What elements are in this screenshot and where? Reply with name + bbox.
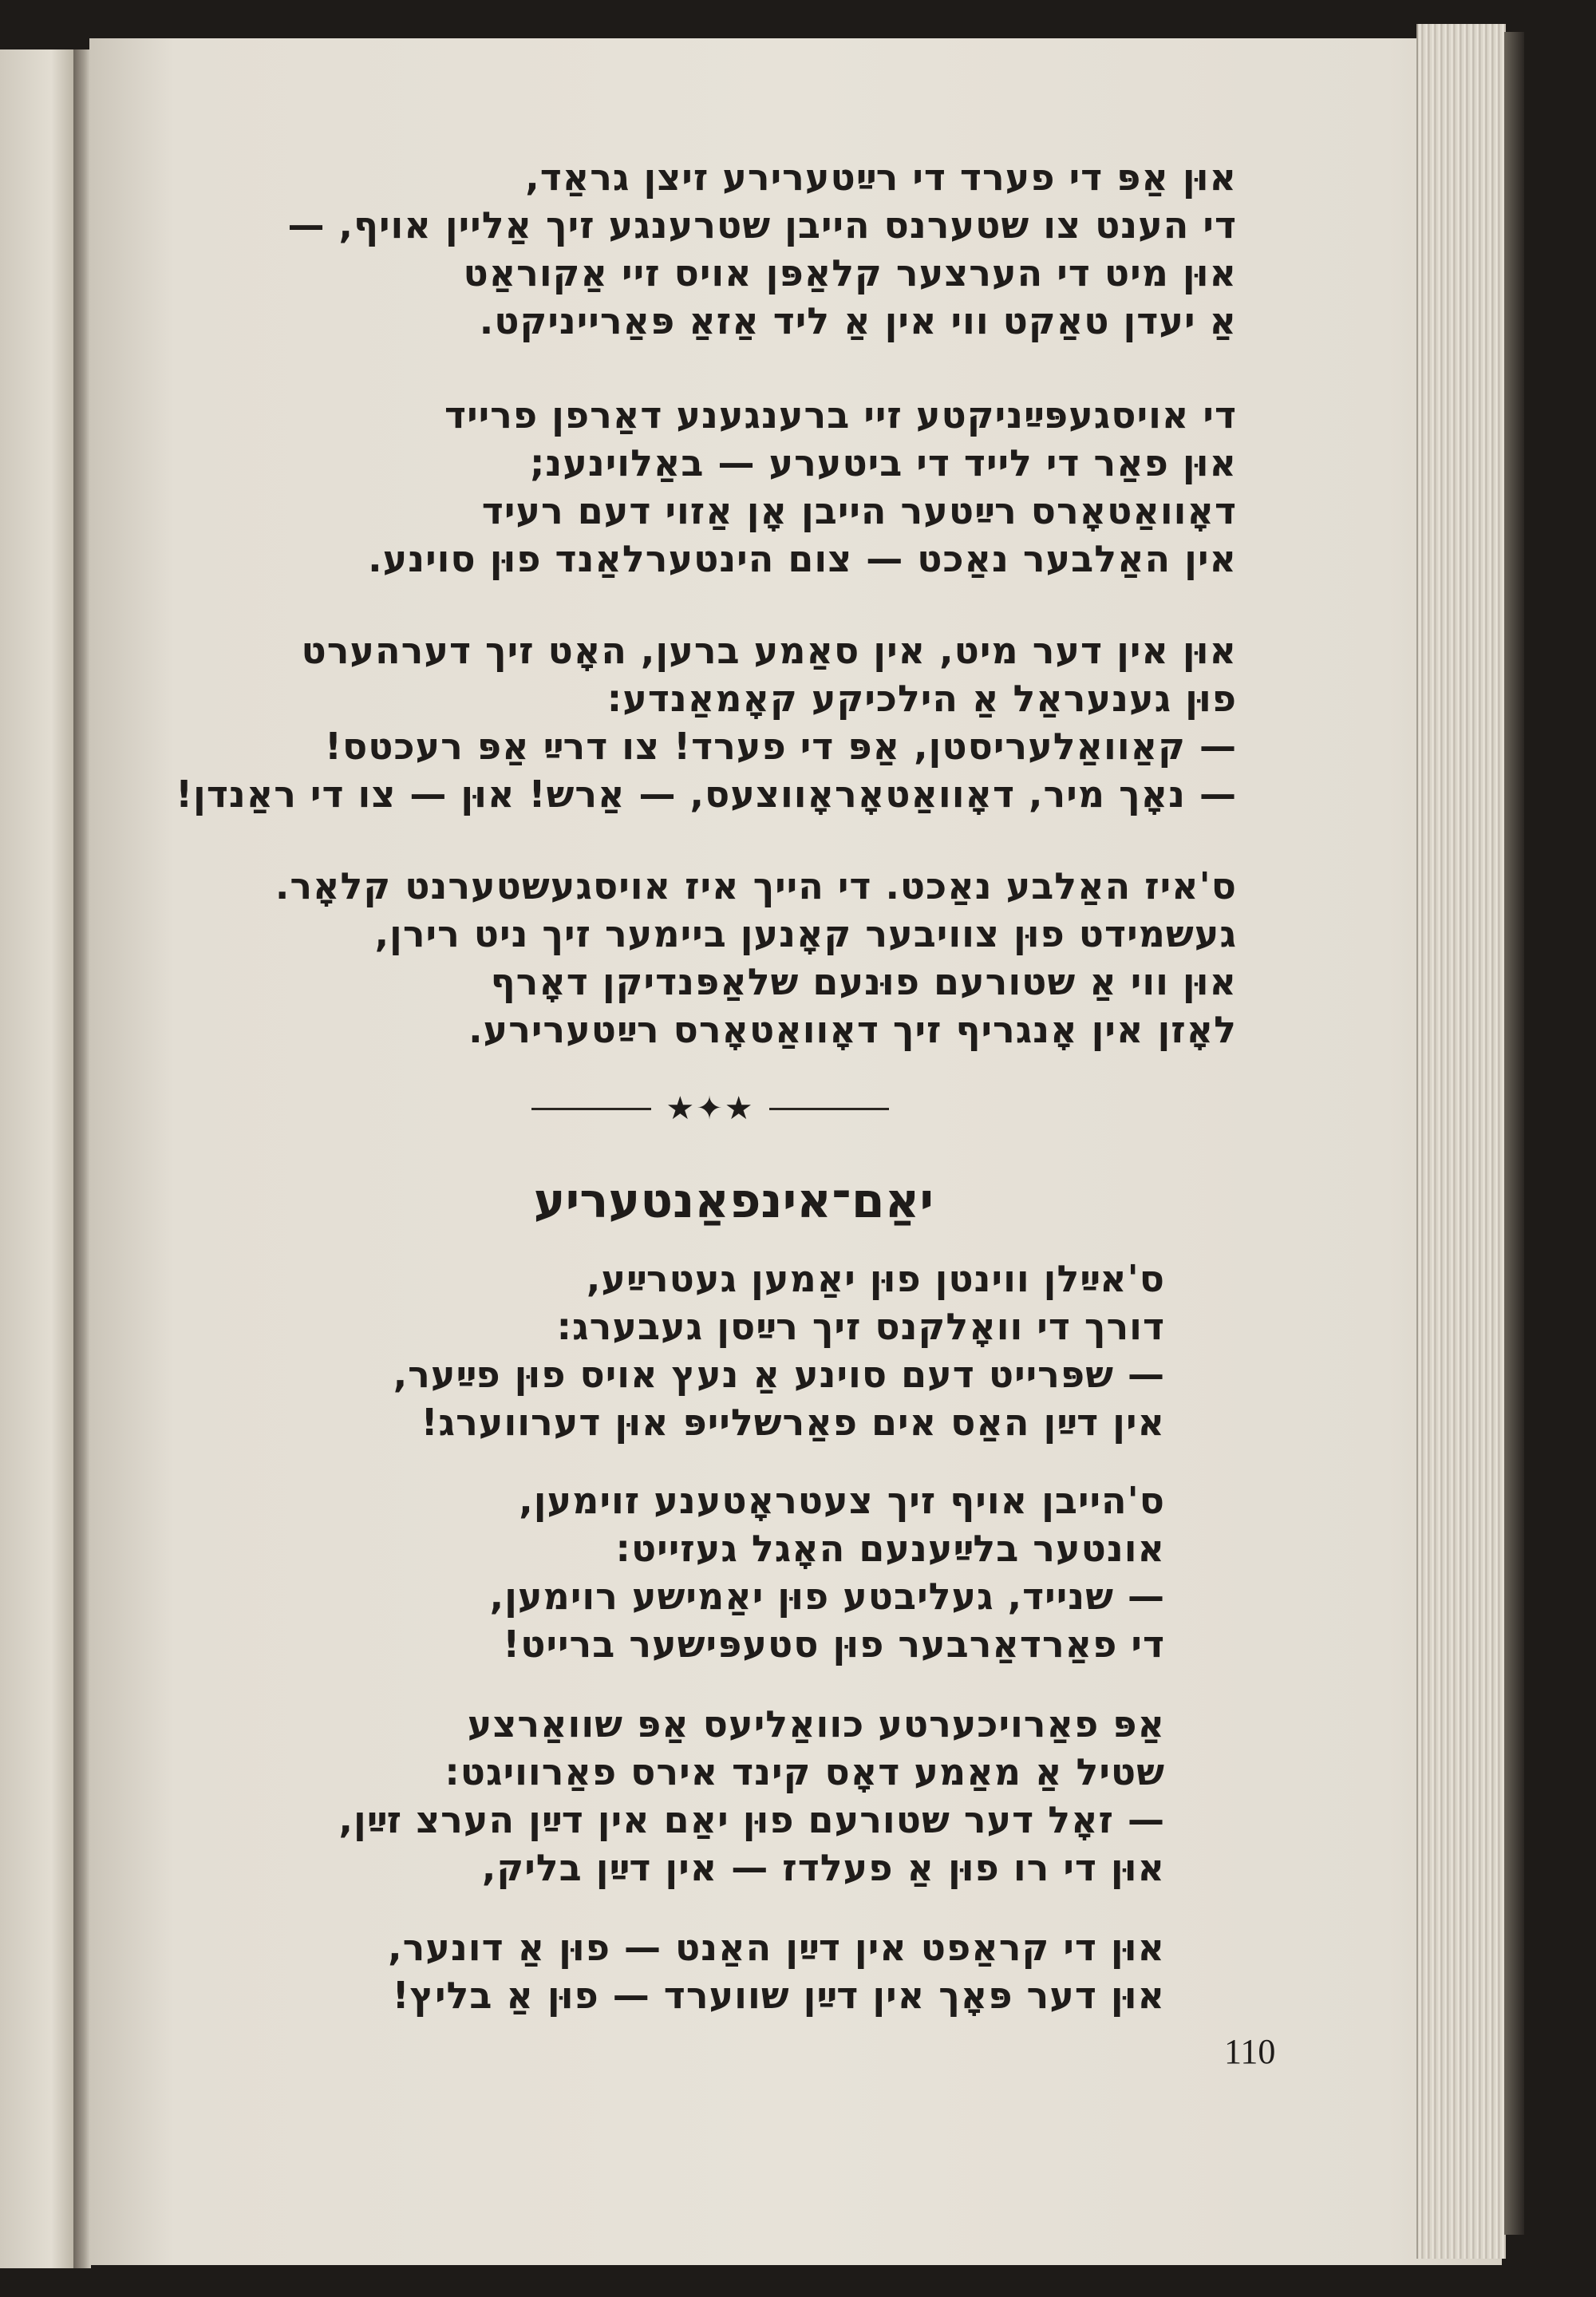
verse-line: אין האַלבער נאַכט — צום הינטערלאַנד פוּן סוינע. — [368, 537, 1237, 580]
verse-line: דורך די וואָלקנס זיך רײַסן געבערג: — [556, 1305, 1165, 1348]
verse-line: לאָזן אין אָנגריף זיך דאָוואַטאָרס רײַטערירע. — [468, 1008, 1237, 1051]
ornament-rule — [769, 1108, 889, 1110]
verse-line: — שפּרייט דעם סוינע אַ נעץ אויס פוּן פײַער, — [393, 1353, 1165, 1396]
verse-line: אוּן דער פּאָך אין דײַן שווערד — פוּן אַ בליץ! — [392, 1974, 1165, 2017]
verse-line: אוּן אין דער מיט, אין סאַמע ברען, האָט זיך דערהערט — [301, 629, 1237, 672]
stanza-3 — [176, 627, 1237, 818]
page-number: 110 — [1224, 2032, 1276, 2071]
stanza-4 — [275, 862, 1237, 1054]
poem-title: יאַם־אינפאַנטעריע — [533, 1173, 934, 1229]
verse-line: שטיל אַ מאַמע דאָס קינד אירס פאַרוויגט: — [444, 1750, 1165, 1793]
verse-line: — נאָך מיר, דאָוואַטאָראָווצעס, — אַרש! אוּן — צו די ראַנדן! — [176, 773, 1237, 816]
verse-line: אין דײַן האַס אים פאַרשלייפּ אוּן דערווערג! — [421, 1401, 1165, 1444]
page-edges — [1416, 24, 1506, 2259]
verse-line: אוּן די רו פוּן אַ פעלדז — אין דײַן בליק, — [481, 1846, 1165, 1889]
stanza-1 — [287, 153, 1237, 345]
book-gutter — [73, 49, 91, 2268]
verse-line: אוּן אַפּ די פערד די רײַטערירע זיצן גראַד, — [525, 156, 1237, 199]
ornament-stars: ★✦★ — [666, 1090, 755, 1127]
verse-line: אוּן די קראַפט אין דײַן האַנט — פוּן אַ דונער, — [388, 1926, 1165, 1969]
page-edges-shadow — [1504, 32, 1524, 2235]
verse-line: ס'איז האַלבע נאַכט. די הייך איז אויסגעשטערנט קלאָר. — [275, 864, 1237, 907]
left-page-edge — [0, 49, 75, 2268]
verse-line: אַפּ פאַרויכערטע כוואַליעס אַפּ שוואַרצע — [467, 1702, 1165, 1745]
verse-line: פוּן גענעראַל אַ הילכיקע קאָמאַנדע: — [606, 677, 1237, 720]
verse-line: ס'הייבן אויף זיך צעטראָטענע זוימען, — [519, 1479, 1165, 1522]
stanza-7 — [339, 1700, 1165, 1892]
stanza-8 — [388, 1923, 1165, 2019]
stanza-5 — [393, 1255, 1165, 1446]
verse-line: אוּן פאַר די לייד די ביטערע — באַלוינענ; — [530, 441, 1237, 484]
verse-line: — קאַוואַלעריסטן, אַפּ די פערד! צו דרײַ אַפּ רעכטס! — [324, 725, 1237, 768]
verse-line: דאָוואַטאָרס רײַטער הייבן אָן אַזוי דעם רעיד — [481, 489, 1237, 532]
verse-line: אַ יעדן טאַקט ווי אין אַ ליד אַזאַ פּאַרייניקט. — [479, 299, 1237, 342]
ornament-rule — [531, 1108, 651, 1110]
stanza-2 — [368, 391, 1237, 583]
section-ornament — [527, 1089, 894, 1129]
verse-line: אוּן ווי אַ שטורעם פוּנעם שלאַפּנדיקן דאָרף — [490, 960, 1237, 1003]
verse-line: ס'אײַלן ווינטן פוּן יאַמען געטרײַע, — [586, 1257, 1165, 1300]
verse-line: — שנייד, געליבטע פוּן יאַמישע רוימען, — [489, 1575, 1165, 1618]
verse-line: אוּן מיט די הערצער קלאַפּן אויס זיי אַקוראַט — [463, 251, 1237, 295]
verse-line: די אויסגעפּײַניקטע זיי ברענגענע דאַרפן פרייד — [444, 393, 1237, 437]
verse-line: די הענט צו שטערנס הייבן שטרענגע זיך אַליין אויף, — — [287, 204, 1237, 247]
stanza-6 — [490, 1477, 1165, 1668]
verse-line: — זאָל דער שטורעם פוּן יאַם אין דײַן הערצ זײַן, — [338, 1798, 1165, 1841]
verse-line: געשמידט פוּן צוויבער קאָנען ביימער זיך ניט רירן, — [374, 912, 1237, 955]
verse-line: די פאַרדאַרבער פוּן סטעפּישער ברייט! — [503, 1623, 1165, 1666]
verse-line: אונטער בלײַענעם האָגל געזייט: — [615, 1527, 1165, 1570]
